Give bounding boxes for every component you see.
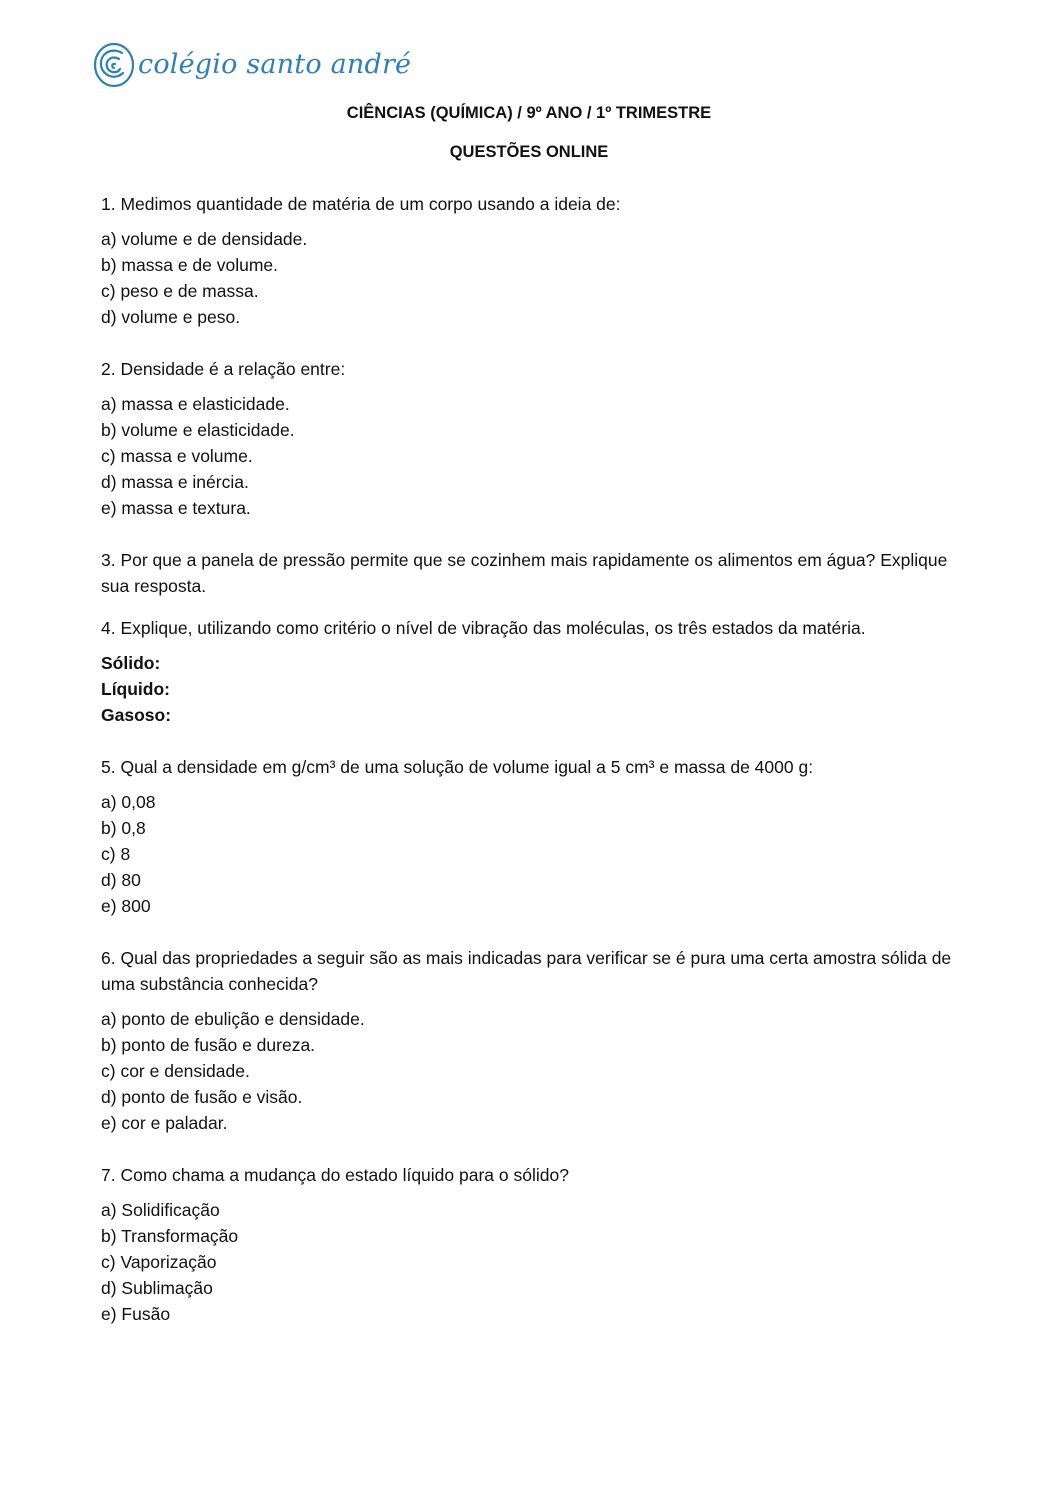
swirl-logo-icon <box>92 39 136 89</box>
answer-option: b) Transformação <box>101 1226 239 1246</box>
question-text: 7. Como chama a mudança do estado líquido para o sólido? <box>101 1165 569 1185</box>
answer-option: a) volume e de densidade. <box>101 229 308 249</box>
school-name: colégio santo andré <box>138 48 412 80</box>
answer-options <box>101 1197 971 1327</box>
question-text: 2. Densidade é a relação entre: <box>101 359 346 379</box>
state-label-liquid: Líquido: <box>101 679 171 699</box>
question-text: 6. Qual das propriedades a seguir são as mais indicadas para verificar se é pura uma certa amostra sólida de uma substância conhecida? <box>101 948 952 994</box>
answer-options <box>101 1006 971 1136</box>
question-text: 3. Por que a panela de pressão permite que se cozinhem mais rapidamente os alimentos em água? Explique sua resposta. <box>101 550 948 596</box>
answer-option: c) peso e de massa. <box>101 281 259 301</box>
answer-option: a) ponto de ebulição e densidade. <box>101 1009 365 1029</box>
answer-option: c) 8 <box>101 844 131 864</box>
question <box>101 1162 971 1327</box>
state-label-gas: Gasoso: <box>101 705 172 725</box>
answer-option: e) 800 <box>101 896 151 916</box>
answer-option: e) massa e textura. <box>101 498 251 518</box>
school-logo <box>92 36 411 92</box>
answer-option: a) Solidificação <box>101 1200 220 1220</box>
page-subtitle: QUESTÕES ONLINE <box>449 143 609 161</box>
answer-options <box>101 226 971 330</box>
question <box>101 191 971 330</box>
answer-option: b) ponto de fusão e dureza. <box>101 1035 316 1055</box>
answer-options <box>101 391 971 521</box>
answer-option: e) Fusão <box>101 1304 171 1324</box>
answer-option: d) 80 <box>101 870 141 890</box>
answer-option: d) volume e peso. <box>101 307 241 327</box>
answer-option: a) 0,08 <box>101 792 156 812</box>
page-title: CIÊNCIAS (QUÍMICA) / 9º ANO / 1º TRIMESTRE <box>346 104 712 122</box>
answer-fields <box>101 650 971 728</box>
answer-option: b) 0,8 <box>101 818 146 838</box>
answer-option: c) Vaporização <box>101 1252 217 1272</box>
question <box>101 356 971 521</box>
question <box>101 754 971 919</box>
answer-option: a) massa e elasticidade. <box>101 394 290 414</box>
state-label-solid: Sólido: <box>101 653 161 673</box>
answer-option: c) massa e volume. <box>101 446 253 466</box>
answer-option: b) volume e elasticidade. <box>101 420 295 440</box>
answer-option: d) Sublimação <box>101 1278 213 1298</box>
answer-options <box>101 789 971 919</box>
question <box>101 547 971 599</box>
answer-option: b) massa e de volume. <box>101 255 279 275</box>
question-text: 1. Medimos quantidade de matéria de um corpo usando a ideia de: <box>101 194 621 214</box>
question-list <box>101 191 971 1353</box>
answer-option: e) cor e paladar. <box>101 1113 228 1133</box>
question-text: 4. Explique, utilizando como critério o nível de vibração das moléculas, os três estados da matéria. <box>101 618 866 638</box>
answer-option: c) cor e densidade. <box>101 1061 250 1081</box>
question <box>101 615 971 728</box>
question <box>101 945 971 1136</box>
answer-option: d) massa e inércia. <box>101 472 249 492</box>
answer-option: d) ponto de fusão e visão. <box>101 1087 303 1107</box>
question-text: 5. Qual a densidade em g/cm³ de uma solução de volume igual a 5 cm³ e massa de 4000 g: <box>101 757 814 777</box>
